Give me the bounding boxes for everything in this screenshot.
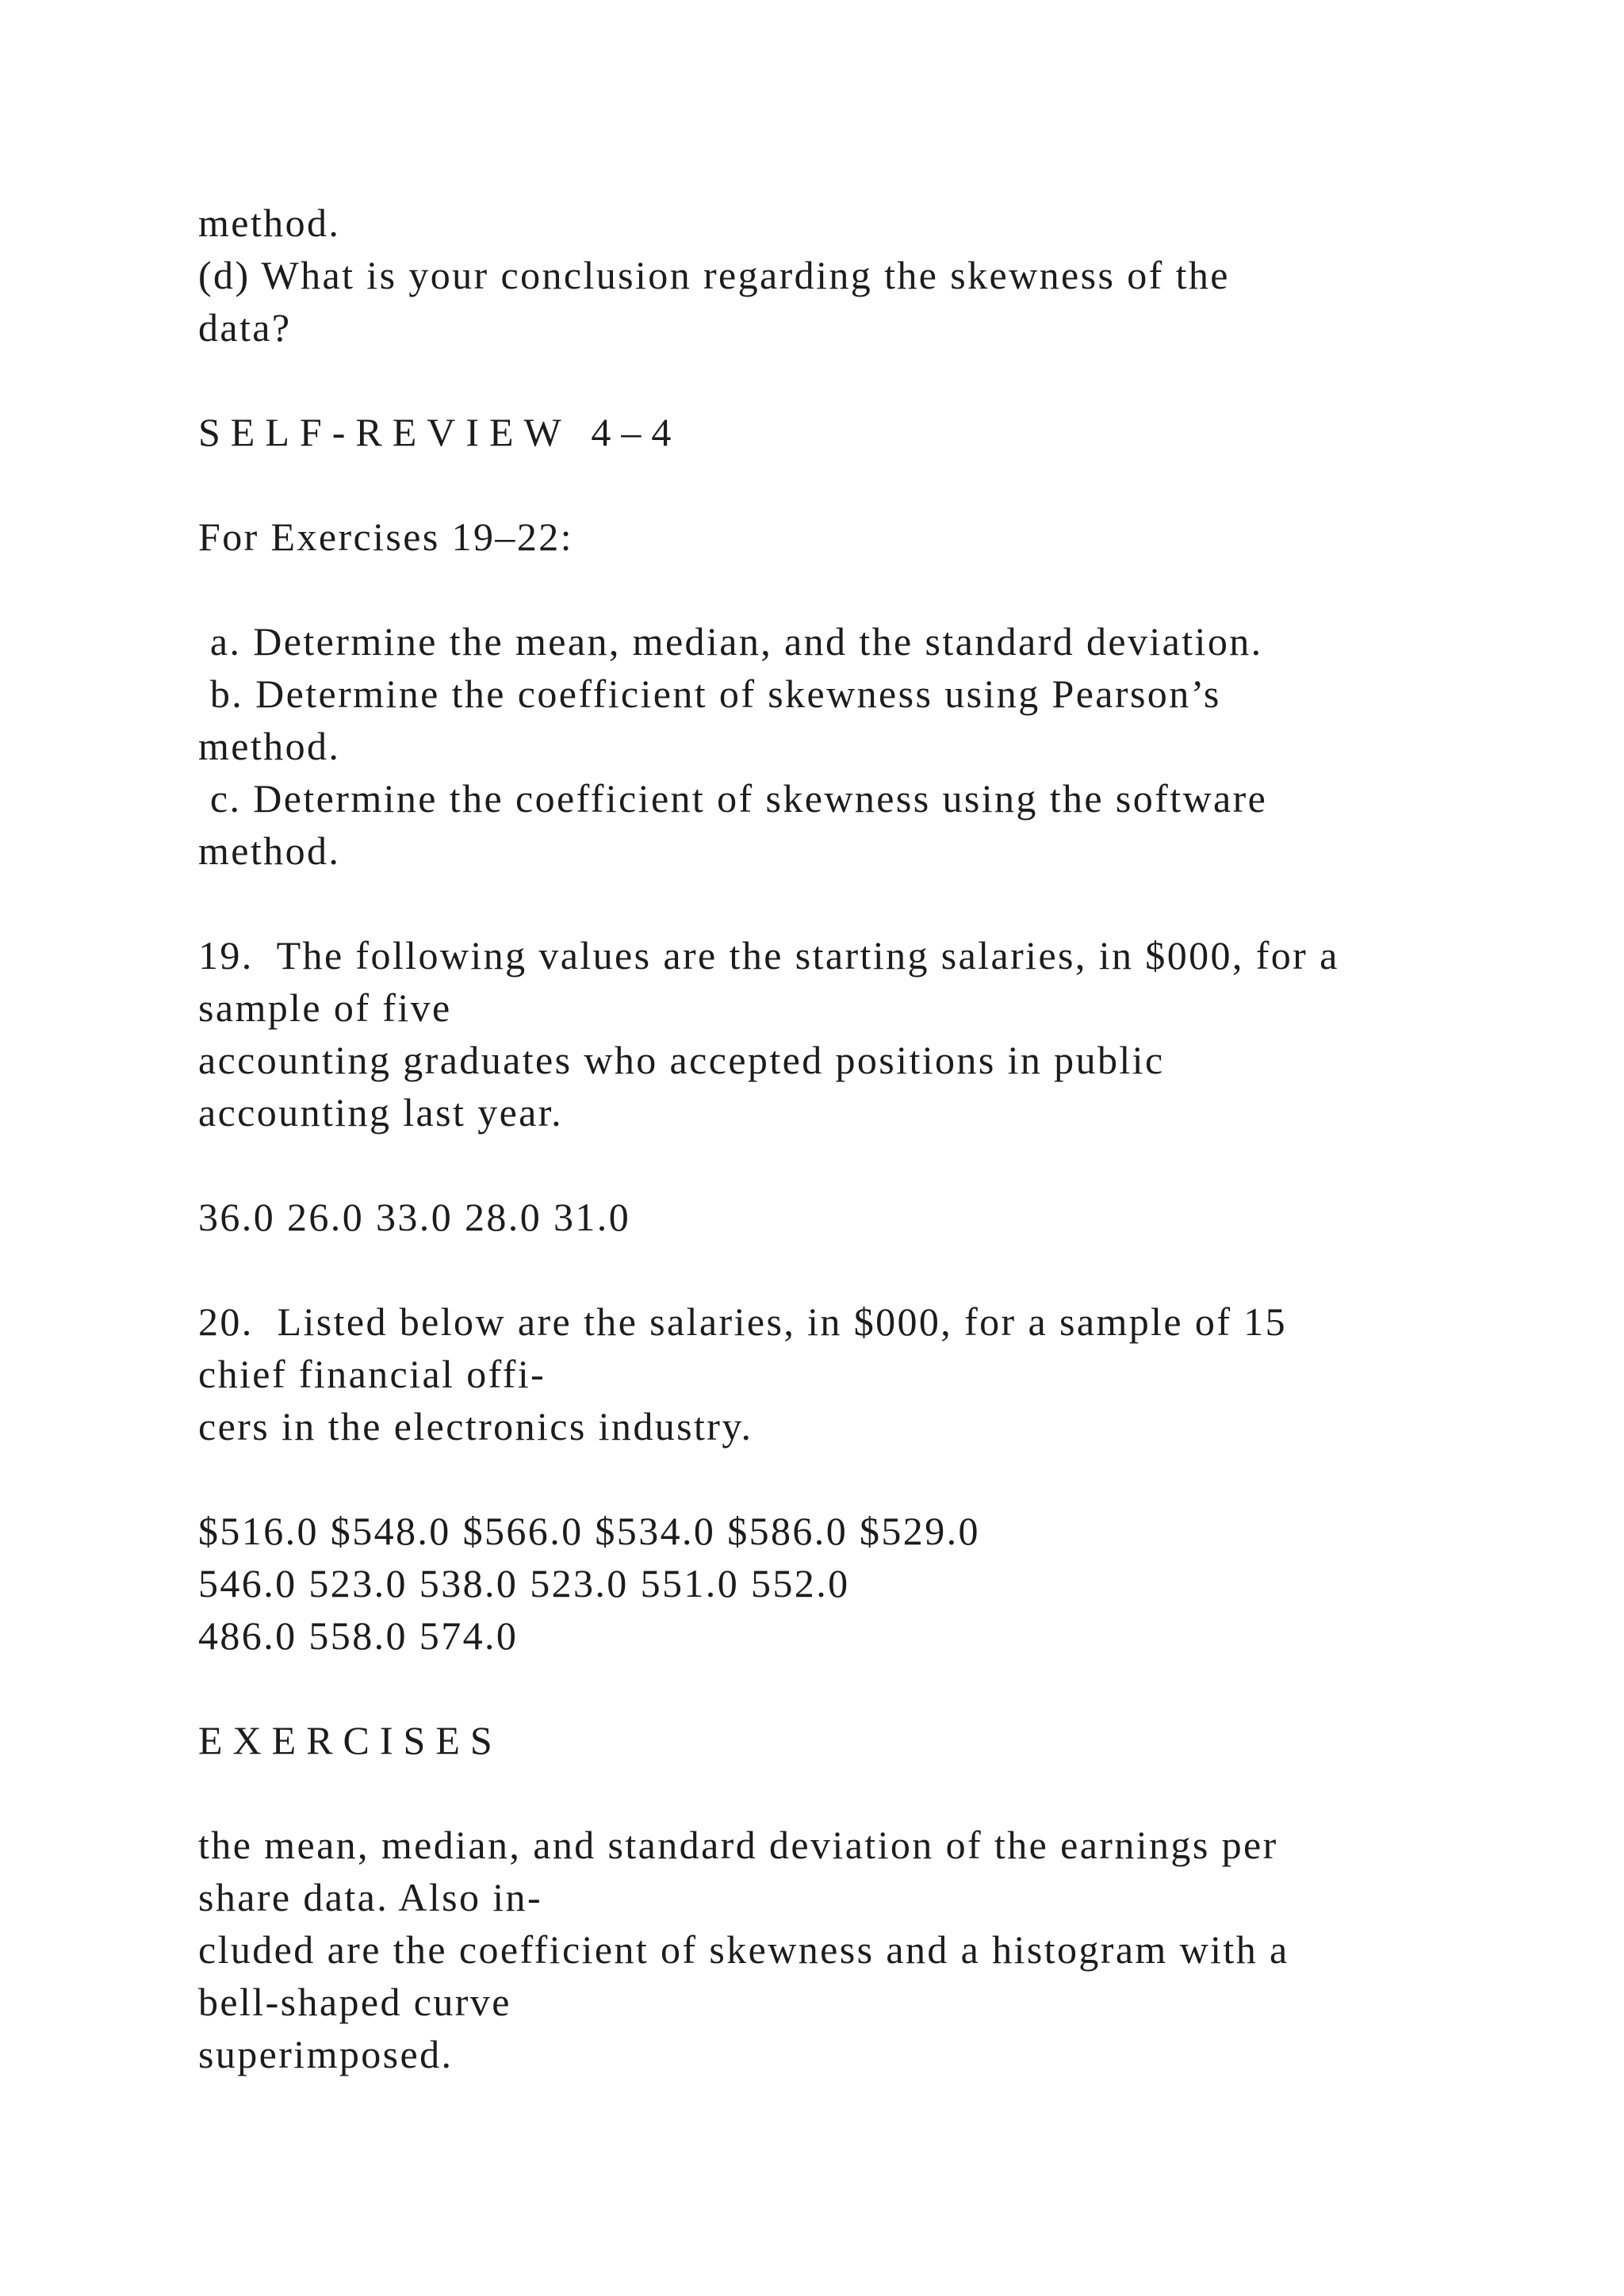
intro-line-1: method. — [198, 201, 341, 245]
exercise-20-values-row-1: $516.0 $548.0 $566.0 $534.0 $586.0 $529.0 — [198, 1509, 980, 1553]
instruction-c-line-2: method. — [198, 828, 341, 873]
spacer — [198, 354, 1546, 406]
exercise-20-line-1: 20. Listed below are the salaries, in $000, for a sample of 15 — [198, 1299, 1288, 1344]
spacer — [198, 1662, 1546, 1714]
exercises-heading: EXERCISES — [198, 1718, 503, 1762]
exercise-19-line-3: accounting graduates who accepted positions in public — [198, 1038, 1165, 1082]
exercise-19-line-1: 19. The following values are the starting salaries, in $000, for a — [198, 933, 1339, 978]
closing-line-4: bell-shaped curve — [198, 1980, 511, 2024]
closing-line-1: the mean, median, and standard deviation of the earnings per — [198, 1823, 1278, 1867]
spacer — [198, 458, 1546, 511]
self-review-heading: SELF-REVIEW 4–4 — [198, 410, 682, 454]
spacer — [198, 877, 1546, 929]
instruction-a: a. Determine the mean, median, and the standard deviation. — [198, 619, 1263, 664]
spacer — [198, 1452, 1546, 1505]
exercise-19-line-4: accounting last year. — [198, 1090, 563, 1135]
spacer — [198, 1138, 1546, 1191]
exercise-20-line-3: cers in the electronics industry. — [198, 1404, 753, 1448]
exercise-20-line-2: chief financial offi- — [198, 1352, 546, 1396]
exercise-19-line-2: sample of five — [198, 985, 452, 1030]
spacer — [198, 1243, 1546, 1295]
spacer — [198, 563, 1546, 615]
instruction-b-line-2: method. — [198, 724, 341, 768]
intro-line-3: data? — [198, 305, 292, 350]
exercise-20-values-row-2: 546.0 523.0 538.0 523.0 551.0 552.0 — [198, 1561, 850, 1605]
instruction-b-line-1: b. Determine the coefficient of skewness using Pearson’s — [198, 672, 1221, 716]
instruction-c-line-1: c. Determine the coefficient of skewness using the software — [198, 776, 1268, 821]
closing-line-3: cluded are the coefficient of skewness and a histogram with a — [198, 1927, 1289, 1972]
spacer — [198, 1766, 1546, 1819]
exercise-20-values-row-3: 486.0 558.0 574.0 — [198, 1613, 519, 1658]
exercises-for-line: For Exercises 19–22: — [198, 515, 573, 559]
document-page — [198, 197, 1546, 2080]
exercise-19-values: 36.0 26.0 33.0 28.0 31.0 — [198, 1195, 631, 1239]
closing-line-2: share data. Also in- — [198, 1875, 543, 1919]
intro-line-2: (d) What is your conclusion regarding the skewness of the — [198, 253, 1230, 297]
closing-line-5: superimposed. — [198, 2032, 454, 2076]
